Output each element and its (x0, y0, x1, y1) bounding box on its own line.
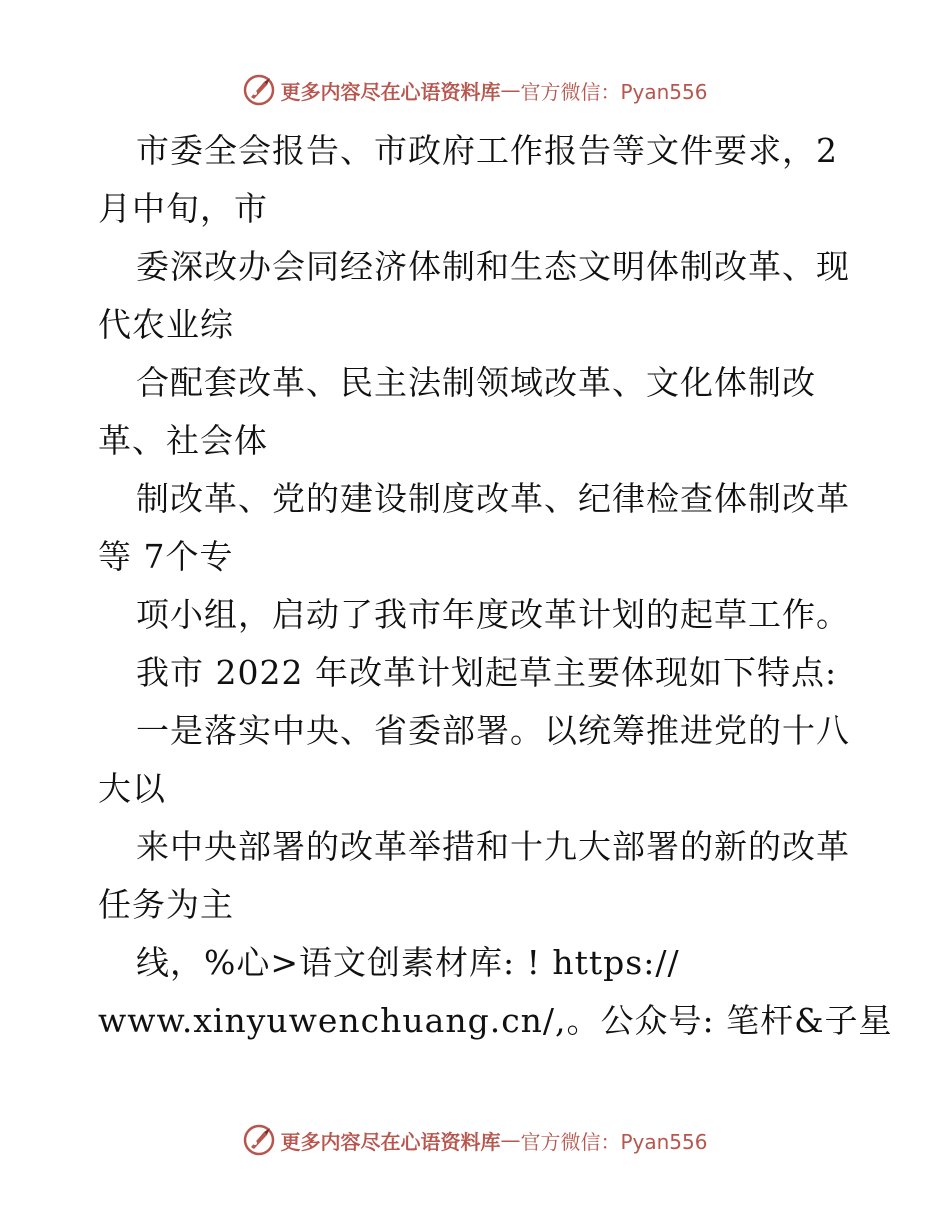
text-line: 革、社会体 (98, 421, 268, 460)
text-line: 一是落实中央、省委部署。以统筹推进党的十八 (136, 711, 850, 750)
header-site-name: 更多内容尽在心语资料库 (280, 79, 501, 104)
text-line: 我市 2022 年改革计划起草主要体现如下特点: (136, 653, 838, 692)
text-line: 制改革、党的建设制度改革、纪律检查体制改革 (136, 479, 850, 518)
document-body (98, 122, 893, 1050)
text-line: 任务为主 (98, 885, 234, 924)
header-wechat: 官方微信：Pyan556 (520, 79, 708, 104)
text-line: www.xinyuwenchuang.cn/,。公众号: 笔杆&子星 (98, 1001, 893, 1040)
quill-logo-icon (242, 1123, 276, 1157)
text-line: 等 7个专 (98, 537, 234, 576)
header-separator: — (500, 78, 521, 102)
footer-wechat: 官方微信：Pyan556 (520, 1129, 708, 1154)
text-line: 大以 (98, 769, 166, 808)
text-line: 代农业综 (98, 305, 234, 344)
text-line: 委深改办会同经济体制和生态文明体制改革、现 (136, 247, 850, 286)
footer-site-name: 更多内容尽在心语资料库 (280, 1129, 501, 1154)
text-line: 市委全会报告、市政府工作报告等文件要求，2 (136, 131, 838, 170)
quill-logo-icon (242, 73, 276, 107)
text-line: 线，%心>语文创素材库: ! https:// (136, 943, 680, 982)
text-line: 合配套改革、民主法制领域改革、文化体制改 (136, 363, 816, 402)
footer-separator: — (500, 1128, 521, 1152)
footer-banner (0, 1120, 950, 1160)
text-line: 来中央部署的改革举措和十九大部署的新的改革 (136, 827, 850, 866)
text-line: 项小组，启动了我市年度改革计划的起草工作。 (136, 595, 850, 634)
header-banner (0, 70, 950, 110)
text-line: 月中旬，市 (98, 189, 268, 228)
